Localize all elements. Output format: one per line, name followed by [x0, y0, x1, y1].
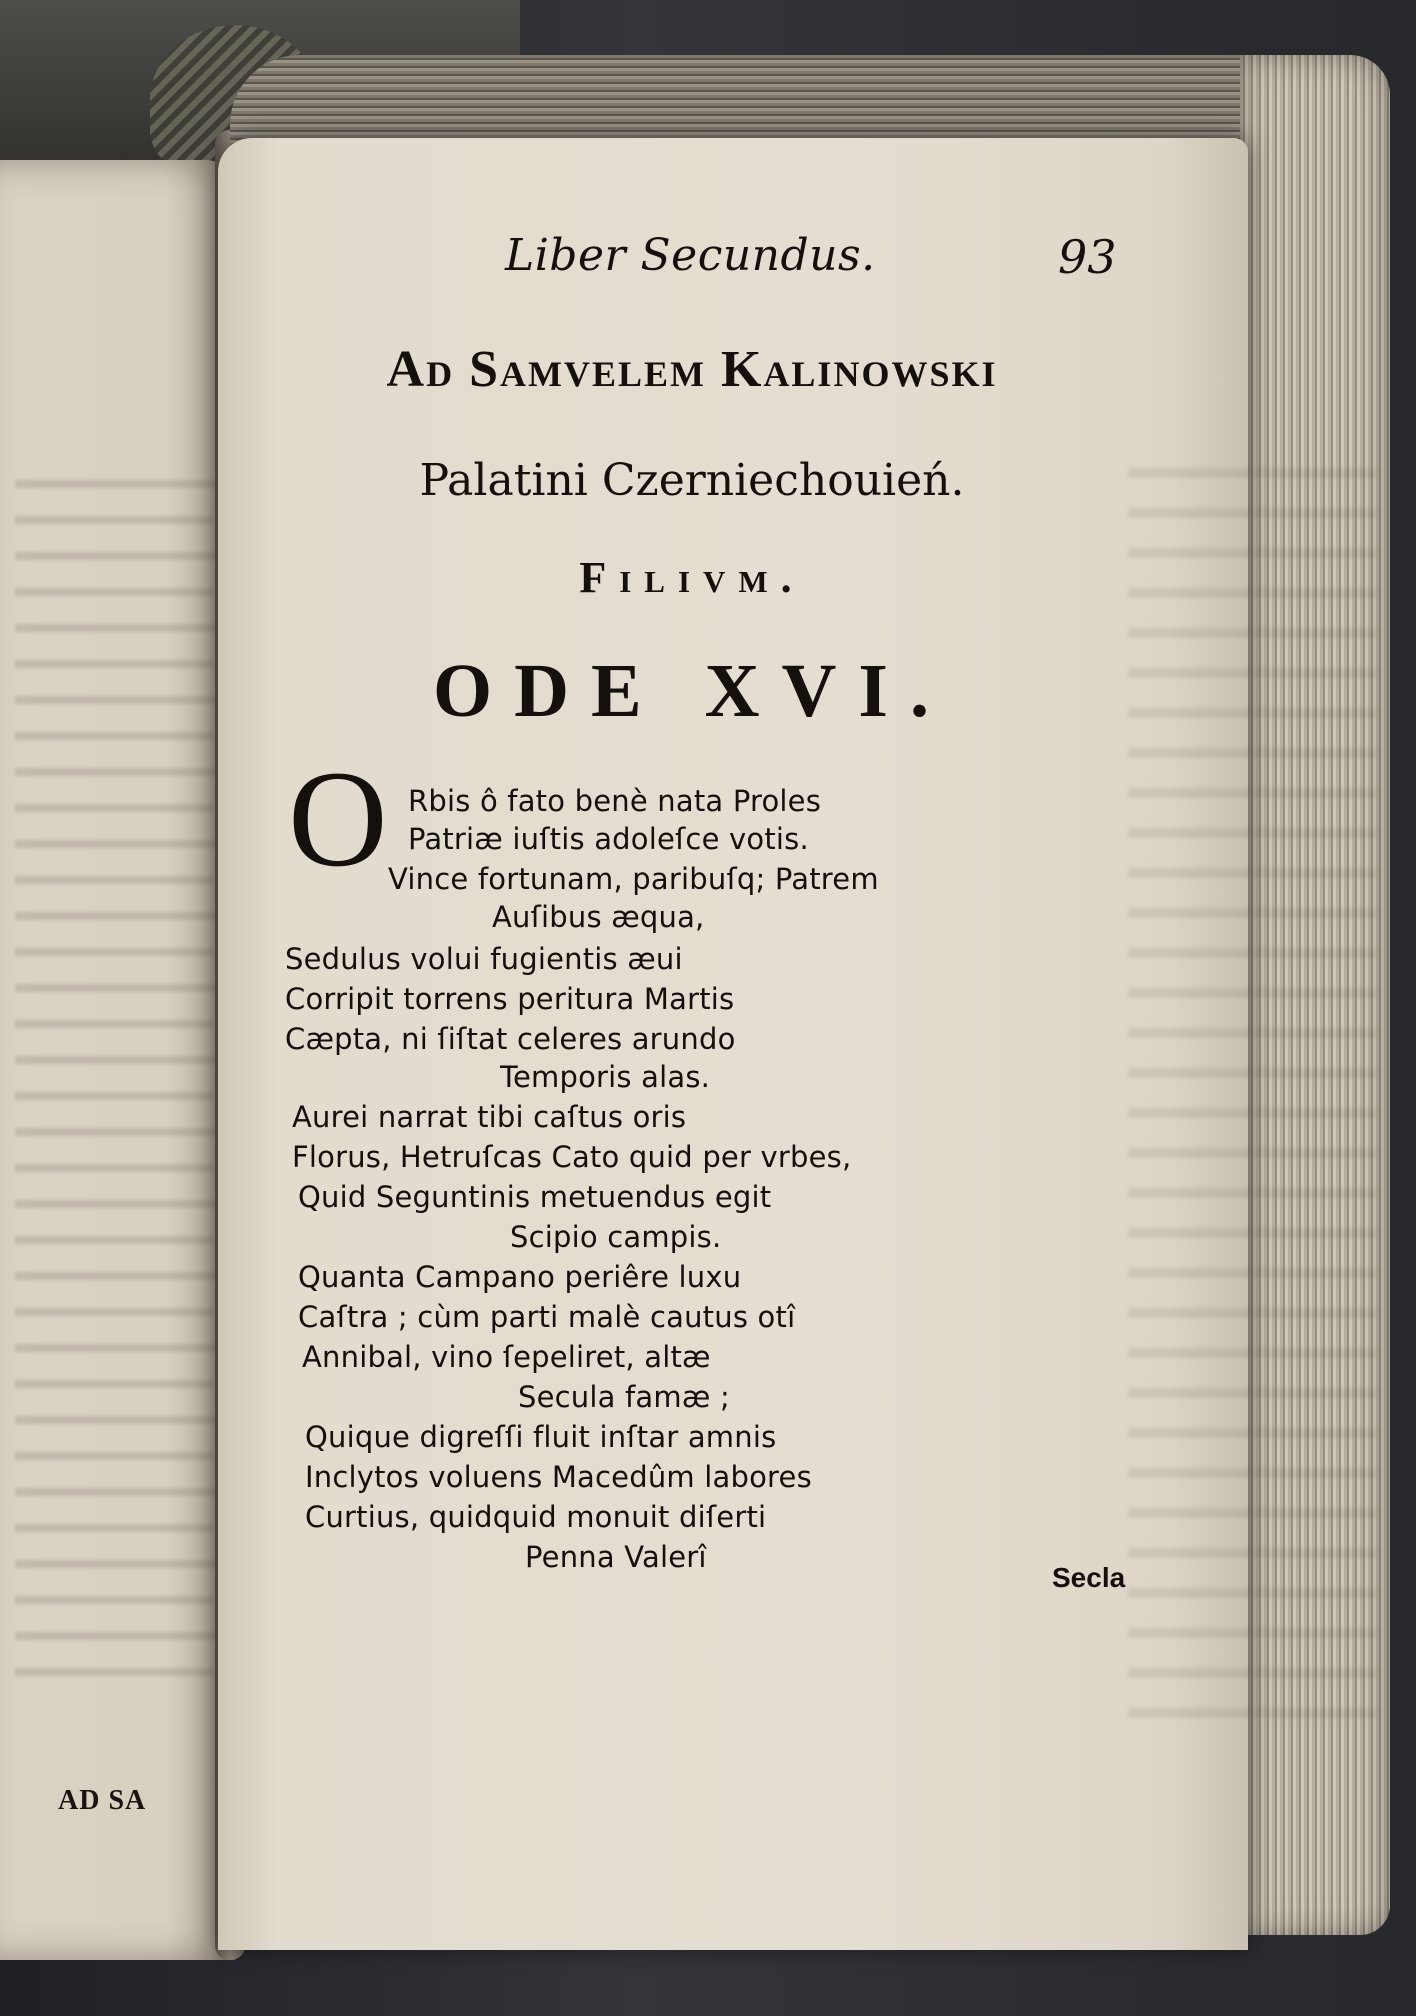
left-page-catchword: AD SA [58, 1785, 147, 1816]
verse-line: Cæpta, ni ſiſtat celeres arundo [285, 1022, 736, 1056]
verse-line: Quanta Campano periêre luxu [298, 1260, 742, 1294]
verse-line: Inclytos voluens Macedûm labores [305, 1460, 812, 1494]
catchword: Secla [1052, 1562, 1126, 1593]
dedication-subheading: Palatini Czerniechouień. [419, 455, 965, 506]
left-page [0, 160, 235, 1960]
verse-line: Scipio campis. [510, 1220, 722, 1254]
verse-line: Penna Valerî [525, 1540, 707, 1574]
dedication-filium: Filivm. [579, 553, 805, 602]
verse-line: Sedulus volui fugientis æui [285, 942, 683, 976]
verse-line: Quid Seguntinis metuendus egit [298, 1180, 772, 1214]
verse-line: Florus, Hetruſcas Cato quid per vrbes, [292, 1140, 852, 1174]
verse-line: Corripit torrens peritura Martis [285, 982, 735, 1016]
verse-line: Vince fortunam, paribuſq; Patrem [388, 862, 879, 896]
left-page-faded-text [15, 480, 215, 1680]
verse-line: Annibal, vino ſepeliret, altæ [302, 1340, 711, 1374]
running-title: Liber Secundus. [505, 230, 876, 281]
ode-title: ODE XVI. [432, 649, 952, 733]
drop-initial: O [288, 742, 388, 895]
verse-line: Curtius, quidquid monuit diſerti [305, 1500, 767, 1534]
verse-line: Temporis alas. [500, 1060, 711, 1094]
verse-line: Quique digreſſi fluit inſtar amnis [305, 1420, 777, 1454]
verse-line: Rbis ô fato benè nata Proles [408, 784, 822, 818]
verse-line: Caſtra ; cùm parti malè cautus otî [298, 1300, 796, 1334]
verse-line: Auſibus æqua, [492, 900, 705, 934]
page-number: 93 [1058, 230, 1117, 284]
verse-line: Patriæ iuſtis adoleſce votis. [408, 822, 809, 856]
verse-line: Secula famæ ; [518, 1380, 730, 1414]
show-through [1128, 468, 1378, 1738]
dedication-heading: Ad Samvelem Kalinowski [386, 341, 998, 398]
verse-line: Aurei narrat tibi caſtus oris [292, 1100, 687, 1134]
